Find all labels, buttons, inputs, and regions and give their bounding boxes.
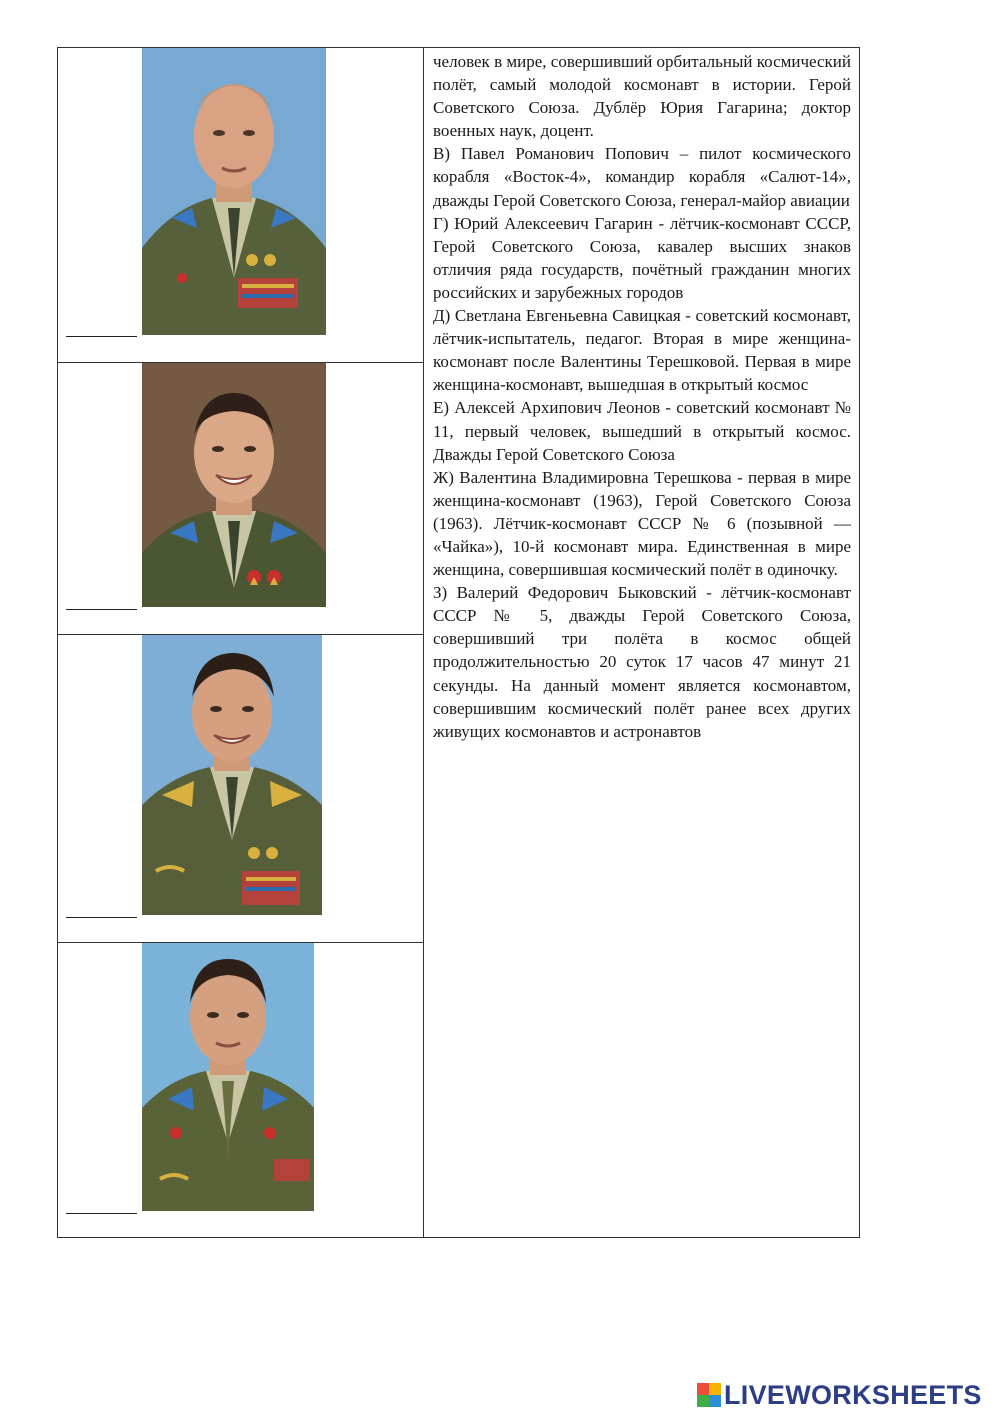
description-tereshkova: Ж) Валентина Владимировна Терешкова - первая в мире женщина-космонавт (1963), Герой Советского Союза (1963). Лётчик-космонавт СССР № 6 (позывной — «Чайка»), 10-й космонавт мира. Единственная в мире женщина, совершившая космический полёт в одиночку. (433, 467, 851, 580)
answer-blank-4[interactable] (66, 1213, 137, 1214)
description-bykovsky: З) Валерий Федорович Быковский - лётчик-космонавт СССР № 5, дважды Герой Советского Союза, совершивший три полёта в космос общей продолжительностью 20 суток 17 часов 47 минут 21 секунды. На данный момент является космонавтом, совершившим космический полёт ранее всех других живущих космонавтов и астронавтов (433, 583, 851, 741)
answer-blank-3[interactable] (66, 917, 137, 918)
cosmonaut-photo-3 (142, 635, 322, 915)
photo-cell-4 (58, 943, 423, 1239)
description-continued: человек в мире, совершивший орбитальный космический полёт, самый молодой космонавт в истории. Герой Советского Союза. Дублёр Юрия Гагарина; доктор военных наук, доцент. (433, 52, 851, 141)
descriptions-column (424, 48, 859, 1237)
description-savitskaya: Д) Светлана Евгеньевна Савицкая - советский космонавт, лётчик-испытатель, педагог. Вторая в мире женщина-космонавт после Валентины Терешковой. Первая в мире женщина-космонавт, вышедшая в открытый космос (433, 306, 851, 395)
answer-blank-1[interactable] (66, 336, 137, 337)
cosmonaut-photo-2 (142, 363, 326, 607)
photo-cell-1 (58, 48, 423, 363)
brand-squares-icon (697, 1383, 721, 1407)
liveworksheets-logo (697, 1379, 982, 1411)
photo-column (58, 48, 424, 1237)
answer-blank-2[interactable] (66, 609, 137, 610)
photo-cell-3 (58, 635, 423, 943)
worksheet-table (57, 47, 860, 1238)
brand-name: LIVEWORKSHEETS (724, 1379, 982, 1410)
cosmonaut-photo-4 (142, 943, 314, 1211)
description-gagarin: Г) Юрий Алексеевич Гагарин - лётчик-космонавт СССР, Герой Советского Союза, кавалер высших знаков отличия ряда государств, почётный гражданин многих российских и зарубежных городов (433, 213, 851, 302)
description-popovich: В) Павел Романович Попович – пилот космического корабля «Восток-4», командир корабля «Салют-14», дважды Герой Советского Союза, генерал-майор авиации (433, 144, 851, 210)
photo-cell-2 (58, 363, 423, 635)
cosmonaut-photo-1 (142, 48, 326, 335)
description-leonov: Е) Алексей Архипович Леонов - советский космонавт № 11, первый человек, вышедший в открытый космос. Дважды Герой Советского Союза (433, 398, 851, 464)
